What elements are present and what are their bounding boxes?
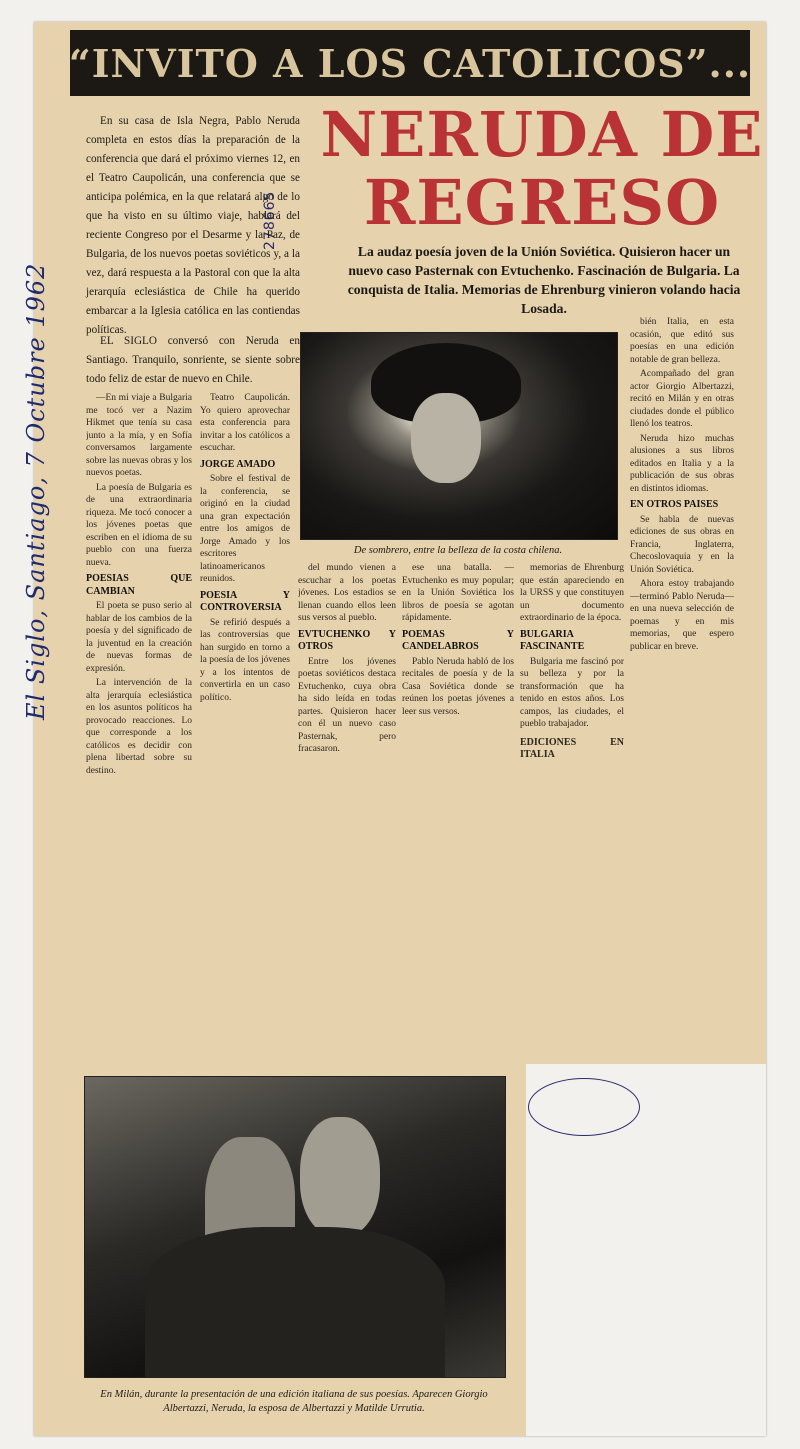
column-paragraph: —En mi viaje a Bulgaria me tocó ver a Nazim Hikmet que tenía su casa junto a la mía, y en Sofía conversamos largamente sobre las nuevas obras y los nuevos poetas. [86, 393, 192, 478]
column-paragraph: Se refirió después a las controversias que han surgido en torno a la poesía de los jóvenes y a los intentos de convertirla en un caso político. [200, 617, 290, 703]
ink-stamp-oval [528, 1078, 640, 1136]
photo-face-shape [411, 393, 481, 483]
photo-bottom-caption: En Milán, durante la presentación de una edición italiana de sus poesías. Aparecen Giorgio Albertazzi, Neruda, la esposa de Albertazzi y Matilde Urrutia. [100, 1389, 488, 1414]
column-paragraph: Neruda hizo muchas alusiones a sus libros editados en Italia y a la publicación de sus obras en distintos idiomas. [630, 433, 734, 494]
column-paragraph: El poeta se puso serio al hablar de los cambios de la poesía y del significado de la juventud en la creación de nuevas formas de expresión. [86, 601, 192, 674]
article-column-6 [630, 316, 734, 1126]
headline-line-1: NERUDA DE [320, 98, 764, 171]
column-paragraph: Se habla de nuevas ediciones de sus obras en Francia, Inglaterra, Checoslovaquia y en la Unión Soviética. [630, 514, 734, 575]
column-subheading: JORGE AMADO [200, 458, 276, 470]
archive-serial-number: 278665 [262, 190, 278, 250]
column-paragraph: Ahora estoy trabajando —terminó Pablo Neruda— en una nueva selección de poemas y en mis memorias, que espero publicar en breve. [630, 579, 734, 652]
column-paragraph: memorias de Ehrenburg que están apareciendo en la URSS y que constituyen un documento extraordinario de la época. [520, 563, 624, 623]
column-paragraph: La poesía de Bulgaria es de una extraordinaria riqueza. Me tocó conocer a los jóvenes poetas que escriben en el idioma de su pueblo con una fuerza nueva. [86, 482, 192, 568]
kicker-title: “INVITO A LOS CATOLICOS”... [68, 40, 752, 86]
article-column-2 [200, 392, 290, 1062]
column-paragraph: Entre los jóvenes poetas soviéticos destaca Evtuchenko, cuya obra ha sido leída en todas partes. Quisieron hacer con él un nuevo caso Pasternak, pero fracasaron. [298, 656, 396, 754]
article-column-1 [86, 392, 192, 1062]
photo-neruda-hat [300, 332, 618, 540]
photo-milan-presentation [84, 1076, 506, 1378]
lead-paragraph-1: En su casa de Isla Negra, Pablo Neruda completa en estos días la preparación de la conferencia que dará el próximo viernes 12, en el Teatro Caupolicán, una conferencia que se anticipa polémica, en la que relatará algo de lo que ha visto en su último viaje, hablará del reciente Congreso por el Desarme y la Paz, de Bulgaria, de los nuevos poetas soviéticos y, a la vez, dará respuesta a la Pastoral con que la alta jerarquía eclesiástica de Chile ha querido embarcar a la Iglesia católica en las contiendas políticas. [86, 115, 300, 336]
photo-top-caption: De sombrero, entre la belleza de la costa chilena. [353, 545, 563, 556]
photo-figure-shape [300, 1117, 380, 1237]
article-column-5 [520, 562, 624, 1062]
column-subheading: POESIA Y CONTROVERSIA [200, 589, 290, 613]
subheadline: La audaz poesía joven de la Unión Soviética. Quisieron hacer un nuevo caso Pasternak con Evtuchenko. Fascinación de Bulgaria. La conquista de Italia. Memorias de Ehrenburg vinieron volando hacia Losada. [347, 244, 741, 316]
handwritten-annotation: El Siglo, Santiago, 7 Octubre 1962 [22, 262, 50, 720]
column-subheading: BULGARIA FASCINANTE [520, 628, 585, 652]
column-paragraph: Pablo Neruda habló de los recitales de poesía y de la Casa Soviética donde se reúnen los poetas jóvenes a leer sus versos. [402, 656, 514, 717]
headline [312, 98, 772, 239]
article-column-4 [402, 562, 514, 1062]
column-subheading: EVTUCHENKO Y OTROS [298, 628, 396, 652]
column-paragraph: Teatro Caupolicán. Yo quiero aprovechar esta conferencia para invitar a los católicos a escuchar. [200, 393, 290, 453]
column-subheading: POESIAS QUE CAMBIAN [86, 573, 192, 597]
column-paragraph: Sobre el festival de la conferencia, se originó en la ciudad una gran expectación entre los amigos de Jorge Amado y los escritores latinoamericanos reunidos. [200, 474, 290, 584]
article-column-3 [298, 562, 396, 1062]
column-paragraph: La intervención de la alta jerarquía eclesiástica en los asuntos políticos ha provocado reacciones. Lo que corresponde a los católicos es decidir con plena libertad sobre su destino. [86, 678, 192, 776]
photo-figure-shape [145, 1227, 445, 1377]
column-paragraph: Acompañado del gran actor Giorgio Albertazzi, recitó en Milán y en otras ciudades donde el público llenó los teatros. [630, 369, 734, 429]
kicker-band [70, 30, 750, 96]
column-subheading: POEMAS Y CANDELABROS [402, 628, 514, 652]
lead-paragraph-2: EL SIGLO conversó con Neruda en Santiago. Tranquilo, sonriente, se siente sobre todo feliz de estar de nuevo en Chile. [86, 335, 300, 385]
column-paragraph: bién Italia, en esta ocasión, que editó sus poesías en una edición notable de gran belleza. [630, 317, 734, 365]
column-subheading: EN OTROS PAISES [630, 499, 719, 510]
column-paragraph: del mundo vienen a escuchar a los poetas jóvenes. Los estadios se llenan cuando ellos leen sus versos al pueblo. [298, 563, 396, 623]
column-paragraph: ese una batalla. —Evtuchenko es muy popular; en la Unión Soviética los libros de poesía se agotan rápidamente. [402, 563, 514, 623]
headline-line-2: REGRESO [363, 166, 721, 239]
column-subheading: EDICIONES EN ITALIA [520, 736, 624, 760]
column-paragraph: Bulgaria me fascinó por su belleza y por la transformación que ha tenido en estos años. Los campos, las ciudades, el pueblo trabajador. [520, 656, 624, 729]
